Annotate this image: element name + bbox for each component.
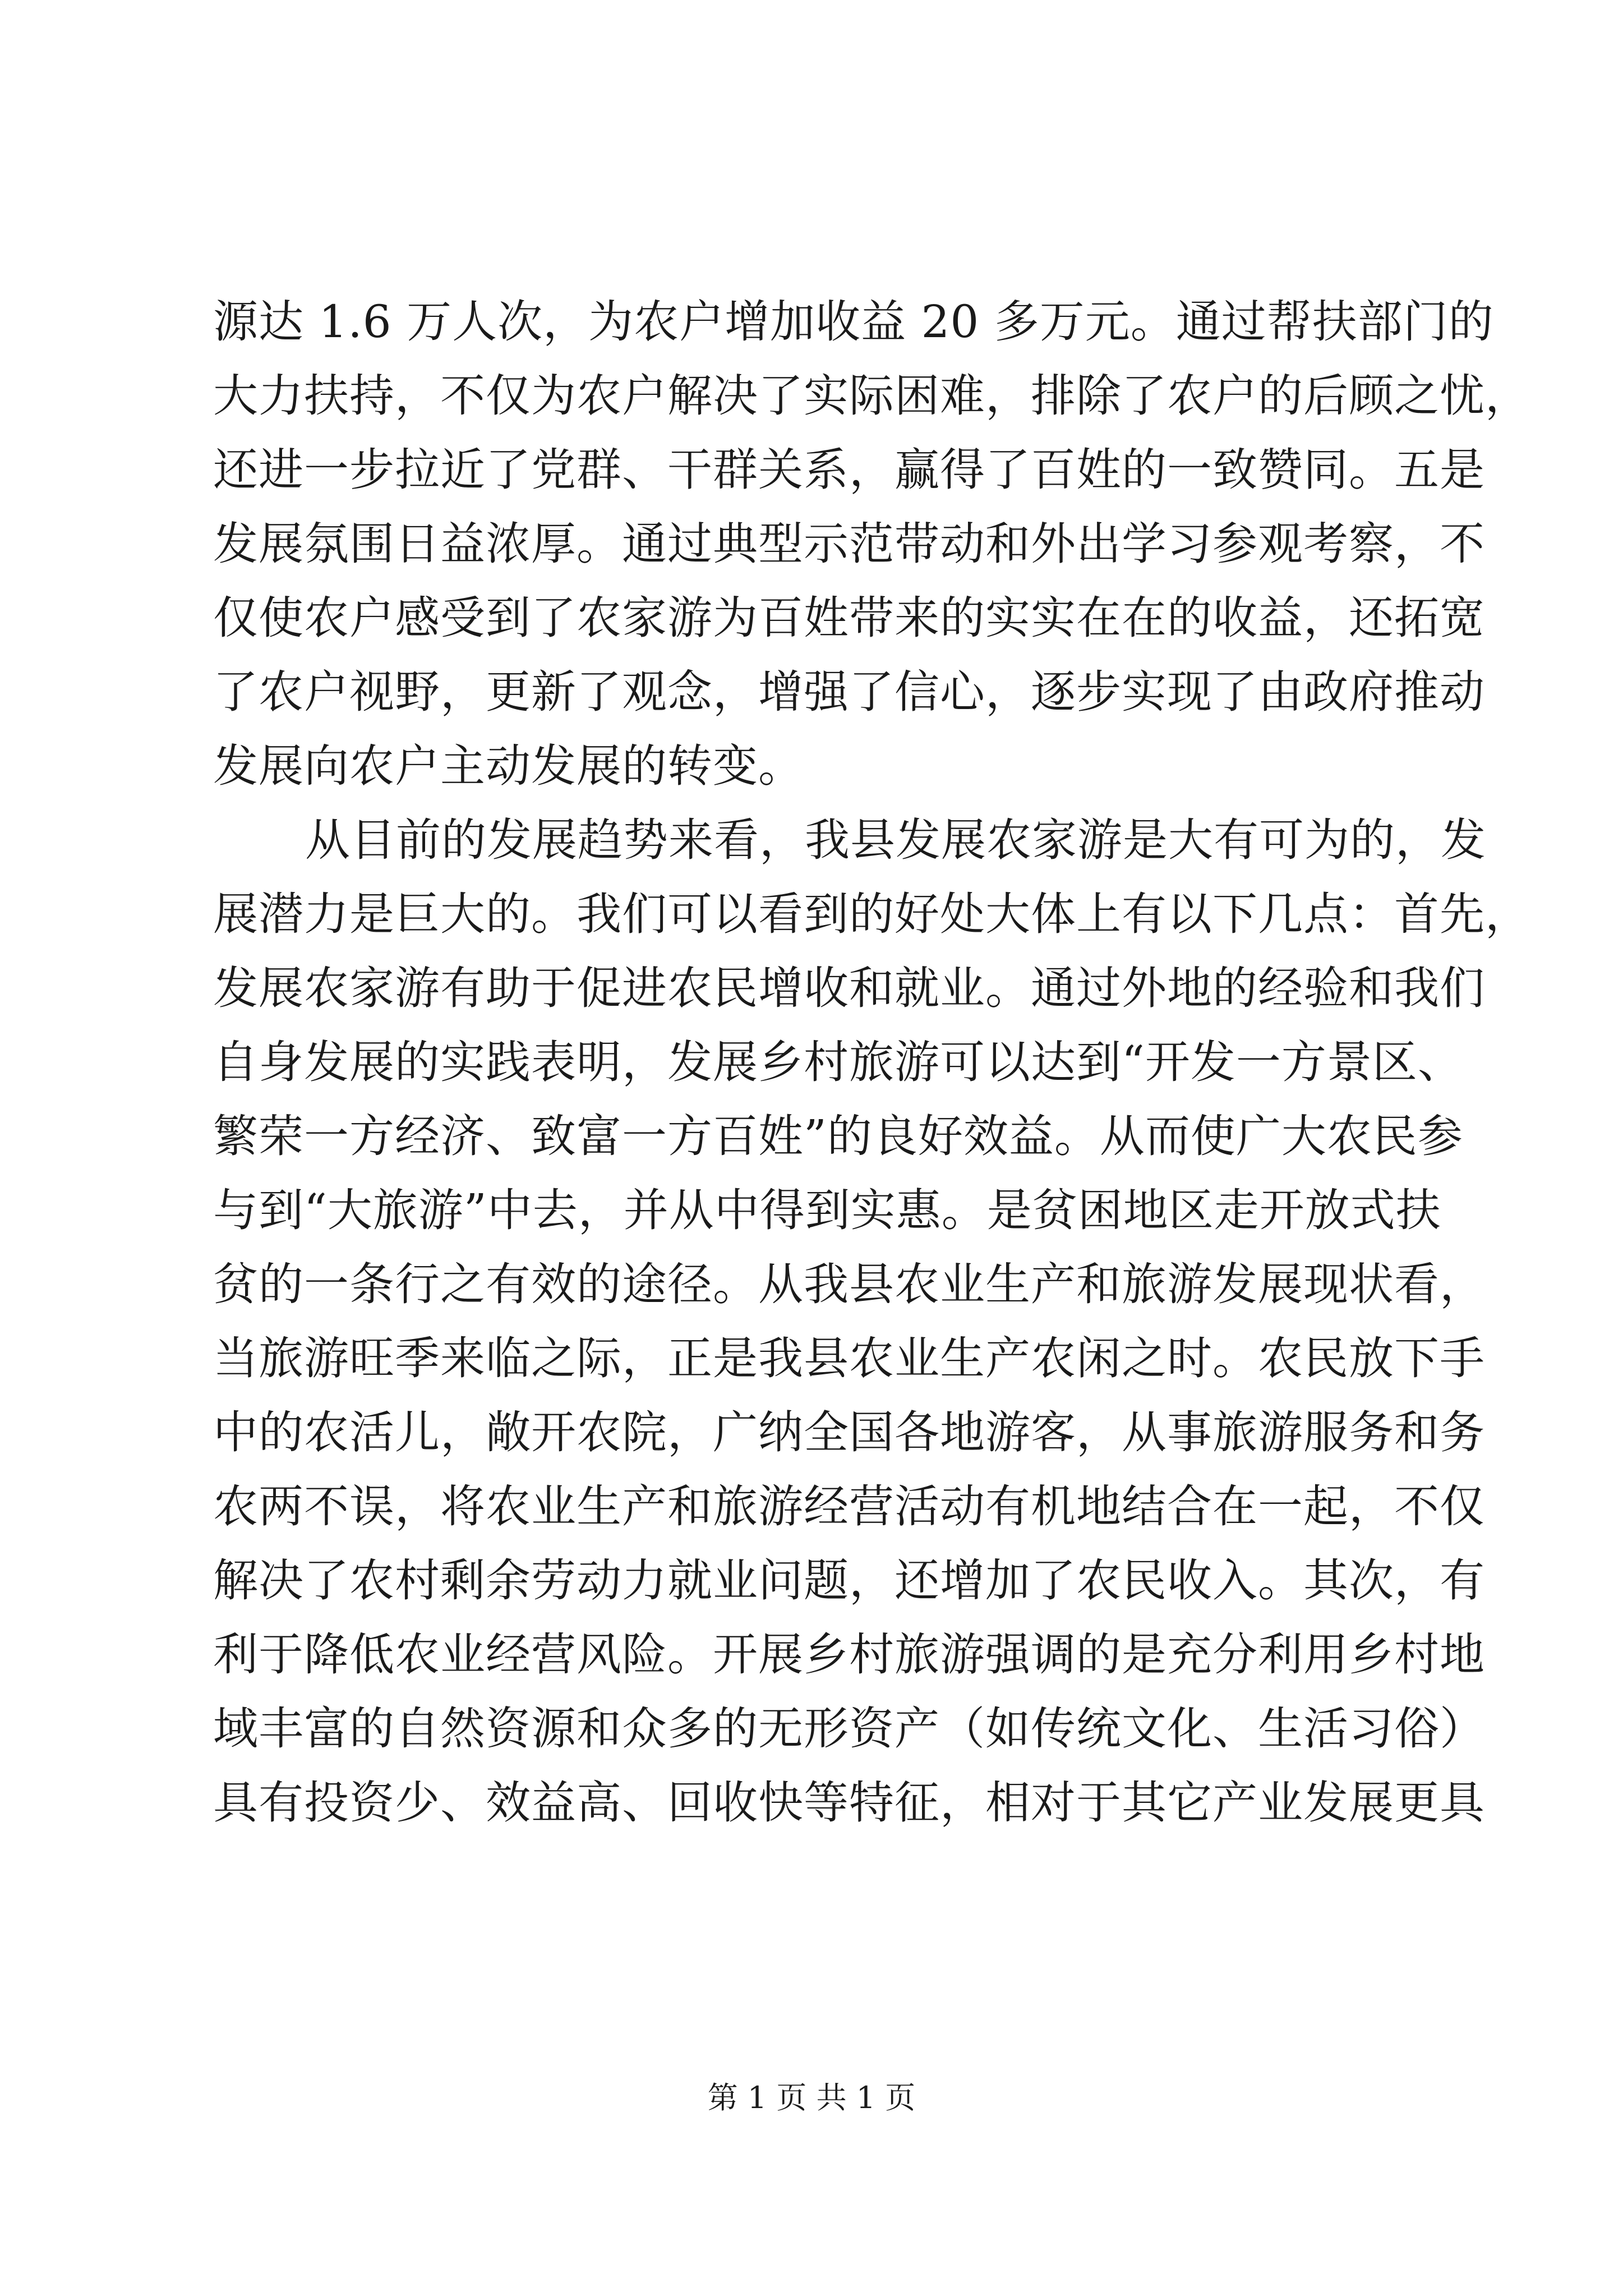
paragraph-2-line-6: 与到“大旅游”中去，并从中得到实惠。是贫困地区走开放式扶 bbox=[213, 1184, 1441, 1236]
paragraph-1-line-3: 还进一步拉近了党群、干群关系，赢得了百姓的一致赞同。五是 bbox=[213, 444, 1485, 496]
paragraph-1-line-5: 仅使农户感受到了农家游为百姓带来的实实在在的收益，还拓宽 bbox=[213, 592, 1485, 644]
paragraph-1-line-1: 源达 1.6 万人次，为农户增加收益 20 多万元。通过帮扶部门的 bbox=[213, 296, 1494, 348]
paragraph-1-line-2: 大力扶持，不仅为农户解决了实际困难，排除了农户的后顾之忧， bbox=[213, 370, 1530, 422]
paragraph-2-line-1: 从目前的发展趋势来看，我县发展农家游是大有可为的，发 bbox=[305, 814, 1486, 866]
page-footer: 第 1 页 共 1 页 bbox=[707, 2080, 916, 2115]
paragraph-2-line-7: 贫的一条行之有效的途径。从我县农业生产和旅游发展现状看， bbox=[213, 1258, 1485, 1310]
paragraph-2-line-4: 自身发展的实践表明，发展乡村旅游可以达到“开发一方景区、 bbox=[213, 1036, 1463, 1088]
paragraph-2-line-11: 解决了农村剩余劳动力就业问题，还增加了农民收入。其次，有 bbox=[213, 1554, 1485, 1607]
paragraph-2-line-13: 域丰富的自然资源和众多的无形资产（如传统文化、生活习俗） bbox=[213, 1703, 1485, 1755]
paragraph-2-line-2: 展潜力是巨大的。我们可以看到的好处大体上有以下几点：首先， bbox=[213, 888, 1530, 940]
paragraph-2-line-8: 当旅游旺季来临之际，正是我县农业生产农闲之时。农民放下手 bbox=[213, 1332, 1485, 1384]
paragraph-1-line-6: 了农户视野，更新了观念，增强了信心，逐步实现了由政府推动 bbox=[213, 666, 1485, 718]
paragraph-2-line-5: 繁荣一方经济、致富一方百姓”的良好效益。从而使广大农民参 bbox=[213, 1110, 1463, 1162]
paragraph-2-line-3: 发展农家游有助于促进农民增收和就业。通过外地的经验和我们 bbox=[213, 962, 1485, 1014]
paragraph-1-line-7: 发展向农户主动发展的转变。 bbox=[213, 740, 804, 792]
paragraph-1-line-4: 发展氛围日益浓厚。通过典型示范带动和外出学习参观考察，不 bbox=[213, 518, 1485, 570]
paragraph-2-line-14: 具有投资少、效益高、回收快等特征，相对于其它产业发展更具 bbox=[213, 1777, 1485, 1829]
paragraph-2-line-12: 利于降低农业经营风险。开展乡村旅游强调的是充分利用乡村地 bbox=[213, 1628, 1485, 1681]
document-body bbox=[213, 285, 1530, 1840]
paragraph-2-line-10: 农两不误，将农业生产和旅游经营活动有机地结合在一起，不仅 bbox=[213, 1480, 1485, 1533]
paragraph-2-line-9: 中的农活儿，敞开农院，广纳全国各地游客，从事旅游服务和务 bbox=[213, 1406, 1485, 1458]
